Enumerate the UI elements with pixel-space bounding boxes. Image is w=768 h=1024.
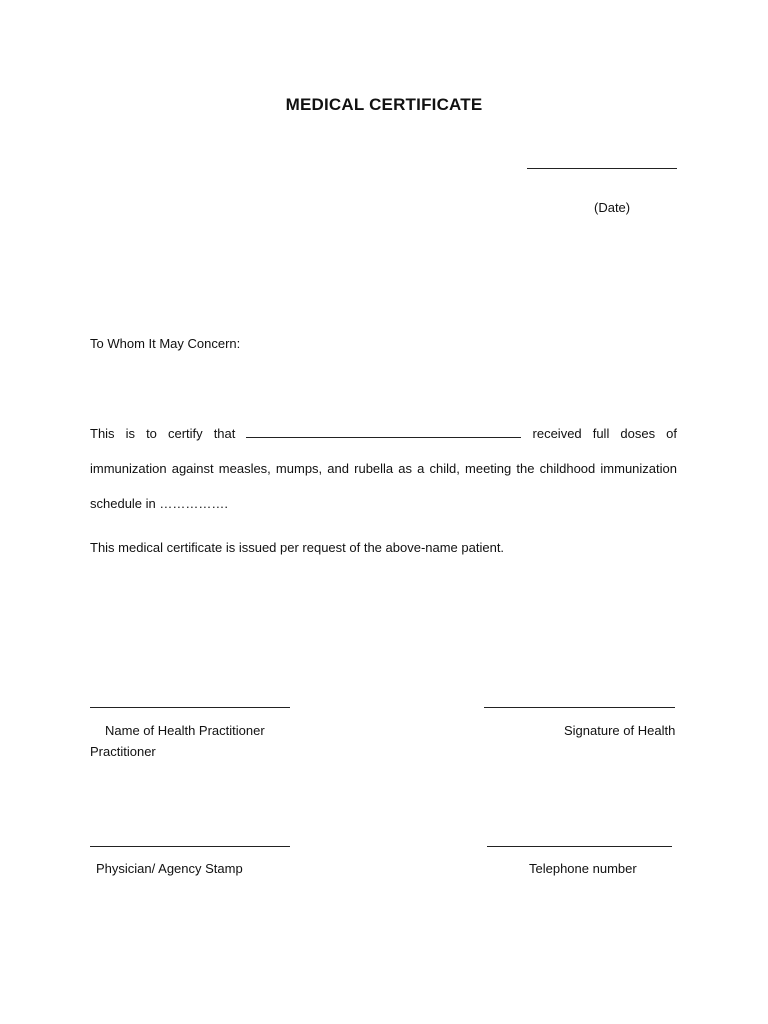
issued-note: This medical certificate is issued per request of the above-name patient. <box>90 540 505 555</box>
telephone-label: Telephone number <box>529 861 637 876</box>
practitioner-signature-blank-line <box>484 707 675 708</box>
immunization-line: immunization against measles, mumps, and rubella as a child, meeting the childhood immunization <box>90 461 677 476</box>
patient-name-blank <box>246 426 521 438</box>
practitioner-name-label: Name of Health Practitioner <box>105 723 265 738</box>
practitioner-signature-label: Signature of Health <box>564 723 676 738</box>
telephone-blank-line <box>487 846 672 847</box>
certify-line <box>90 426 677 441</box>
stamp-blank-line <box>90 846 290 847</box>
document-title: MEDICAL CERTIFICATE <box>285 95 483 114</box>
date-label: (Date) <box>594 200 631 215</box>
practitioner-name-blank-line <box>90 707 290 708</box>
practitioner-name-label-continued: Practitioner <box>90 744 156 759</box>
certify-text-start: This is to certify that <box>90 426 236 441</box>
date-blank-line <box>527 168 677 169</box>
schedule-line: schedule in ……………. <box>90 496 228 511</box>
salutation: To Whom It May Concern: <box>90 336 241 351</box>
stamp-label: Physician/ Agency Stamp <box>96 861 243 876</box>
certify-text-end: received full doses of <box>532 426 677 441</box>
